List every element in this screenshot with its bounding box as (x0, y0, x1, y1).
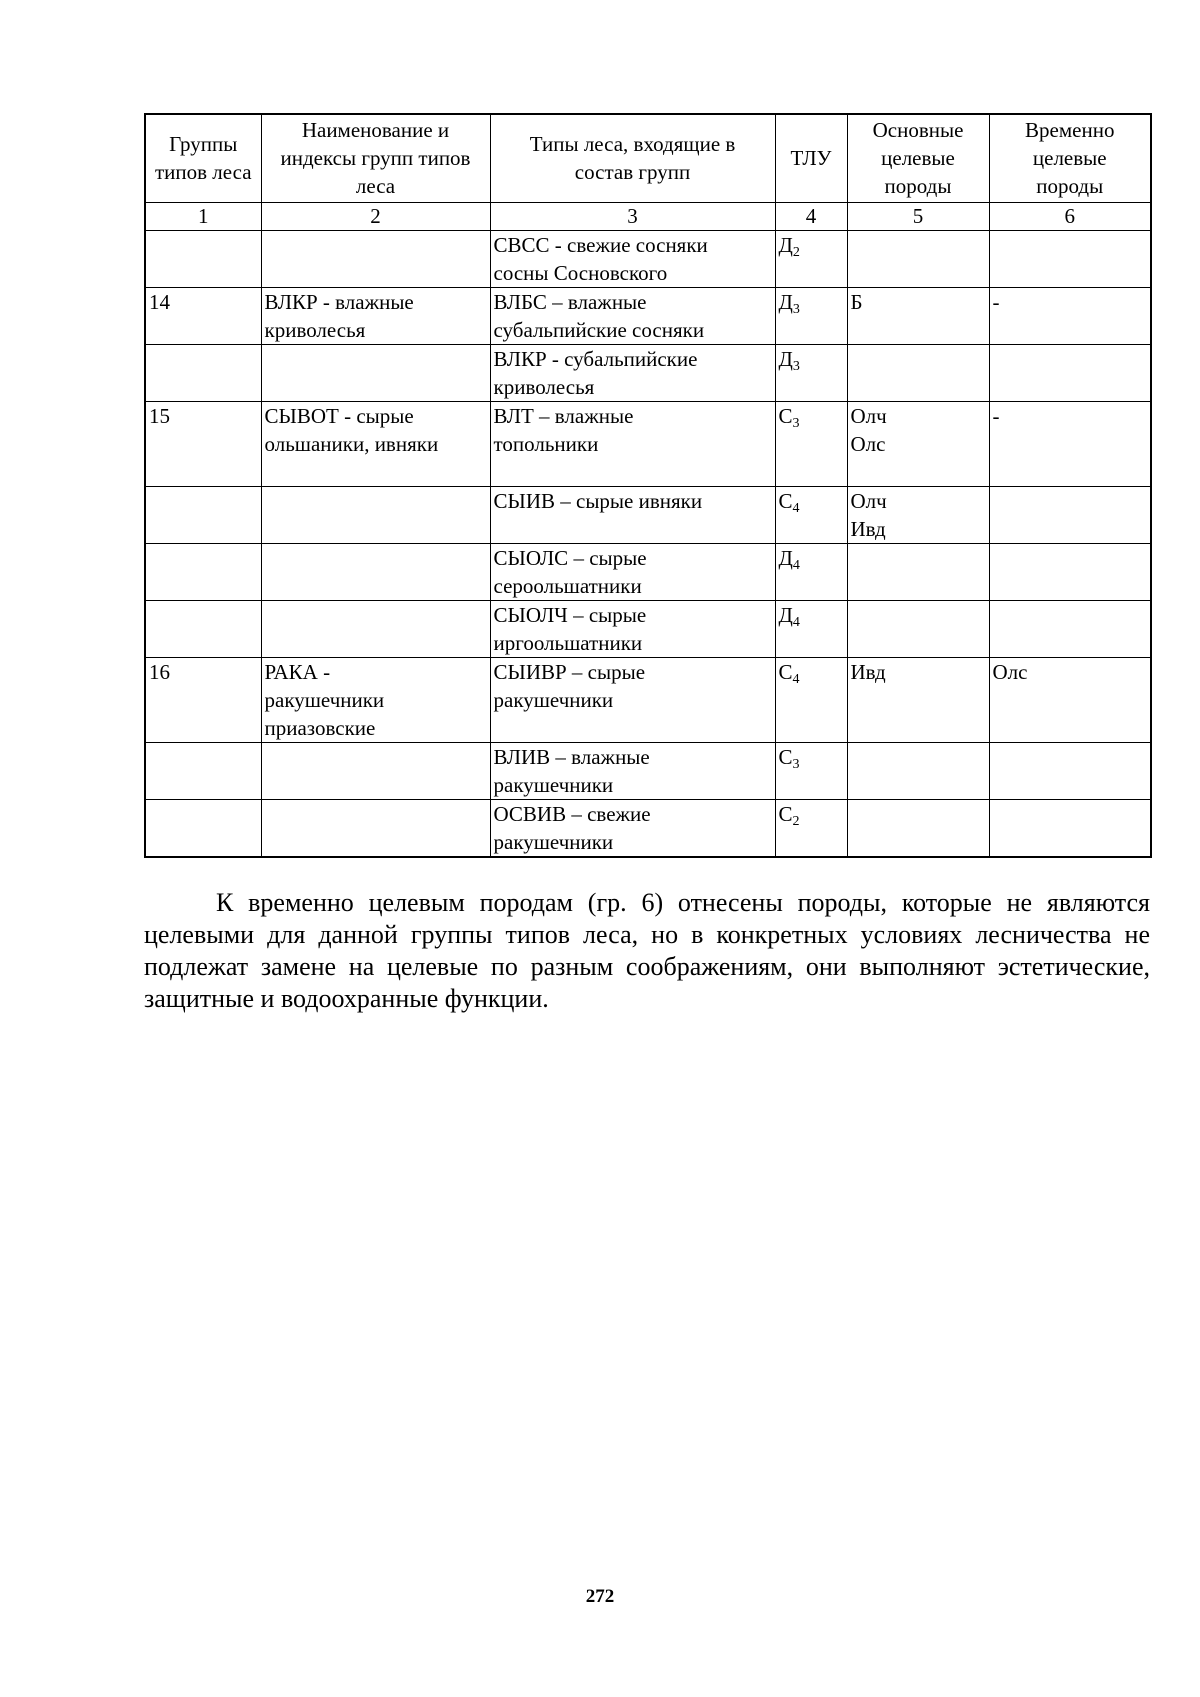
header-line: типов леса (154, 160, 252, 185)
group-name-cell (261, 401, 490, 486)
column-number: 6 (989, 202, 1151, 230)
temporary-species-cell (989, 344, 1151, 401)
main-species-cell-line: Ивд (850, 659, 886, 684)
table-row (145, 401, 1151, 486)
group-name-cell-line: криволесья (264, 317, 366, 342)
header-line: состав групп (574, 160, 691, 185)
page-number: 272 (585, 1586, 615, 1607)
group-number-cell: 16 (145, 657, 261, 742)
tlu-letter: С (778, 488, 793, 513)
tlu-subscript: 3 (792, 415, 800, 431)
header-line: Наименование и (301, 118, 450, 143)
temporary-species-cell (989, 600, 1151, 657)
main-species-cell-line: Олч (850, 403, 887, 428)
temporary-species-cell (989, 799, 1151, 857)
group-number-cell (145, 344, 261, 401)
tlu-letter: С (778, 801, 793, 826)
forest-types-cell (490, 486, 775, 543)
temporary-species-cell (989, 486, 1151, 543)
tlu-subscript: 4 (792, 614, 800, 630)
tlu-subscript: 4 (792, 557, 800, 573)
table-body (145, 230, 1151, 857)
tlu-cell (775, 742, 847, 799)
forest-types-cell (490, 401, 775, 486)
table-row (145, 344, 1151, 401)
header-line: Типы леса, входящие в (529, 132, 736, 157)
column-number-row (145, 202, 1151, 230)
temporary-species-cell-line: Олс (992, 659, 1028, 684)
temporary-species-cell (989, 401, 1151, 486)
group-name-cell-line: ВЛКР - влажные (264, 289, 414, 314)
forest-types-cell-line: ВЛБС – влажные (493, 289, 647, 314)
tlu-letter: Д (778, 232, 793, 257)
main-species-cell (847, 486, 989, 543)
tlu-cell (775, 486, 847, 543)
table-row (145, 230, 1151, 287)
tlu-subscript: 3 (792, 756, 800, 772)
tlu-letter: С (778, 744, 793, 769)
forest-types-cell (490, 742, 775, 799)
forest-types-cell-line: субальпийские сосняки (493, 317, 705, 342)
table-row (145, 543, 1151, 600)
table-header-row (145, 114, 1151, 202)
column-number: 1 (145, 202, 261, 230)
group-number-cell (145, 799, 261, 857)
tlu-cell (775, 657, 847, 742)
forest-types-cell (490, 799, 775, 857)
main-species-cell (847, 657, 989, 742)
forest-types-cell-line: сероольшатники (493, 573, 642, 598)
forest-types-cell-line: ОСВИВ – свежие (493, 801, 651, 826)
header-line: леса (355, 174, 396, 199)
column-number: 2 (261, 202, 490, 230)
forest-types-cell (490, 230, 775, 287)
tlu-subscript: 4 (792, 500, 800, 516)
forest-types-cell-line: СВСС - свежие сосняки (493, 232, 708, 257)
forest-types-cell-line: ракушечники (493, 687, 614, 712)
column-number: 4 (775, 202, 847, 230)
group-number-cell (145, 742, 261, 799)
tlu-cell (775, 287, 847, 344)
group-number-cell: 15 (145, 401, 261, 486)
tlu-subscript: 3 (792, 358, 800, 374)
tlu-letter: Д (778, 289, 793, 314)
header-cell (989, 114, 1151, 202)
main-species-cell-line: Б (850, 289, 863, 314)
main-species-cell (847, 401, 989, 486)
group-name-cell-line: РАКА - (264, 659, 331, 684)
header-line: Группы (169, 132, 238, 157)
group-name-cell (261, 486, 490, 543)
group-name-cell-line: ракушечники (264, 687, 385, 712)
tlu-letter: Д (778, 602, 793, 627)
temporary-species-cell (989, 543, 1151, 600)
group-name-cell-line: приазовские (264, 715, 376, 740)
tlu-letter: Д (778, 346, 793, 371)
temporary-species-cell-line: - (992, 289, 1000, 314)
group-name-cell (261, 287, 490, 344)
table-row (145, 799, 1151, 857)
group-number-cell (145, 600, 261, 657)
tlu-cell (775, 401, 847, 486)
main-species-cell (847, 543, 989, 600)
forest-types-cell-line: ракушечники (493, 772, 614, 797)
main-species-cell-line: Олч (850, 488, 887, 513)
forest-types-cell-line: топольники (493, 431, 599, 456)
header-line: целевые (881, 146, 955, 171)
temporary-species-cell (989, 287, 1151, 344)
group-name-cell-line: СЫВОТ - сырые (264, 403, 414, 428)
forest-types-cell (490, 344, 775, 401)
header-cell (261, 114, 490, 202)
main-species-cell (847, 287, 989, 344)
table-row (145, 742, 1151, 799)
column-number: 3 (490, 202, 775, 230)
group-number-cell: 14 (145, 287, 261, 344)
group-name-cell (261, 543, 490, 600)
tlu-cell (775, 344, 847, 401)
header-cell (490, 114, 775, 202)
tlu-subscript: 2 (792, 244, 800, 260)
group-name-cell (261, 799, 490, 857)
group-number-cell (145, 543, 261, 600)
tlu-cell (775, 600, 847, 657)
header-cell (145, 114, 261, 202)
tlu-cell (775, 543, 847, 600)
forest-types-cell-line: СЫИВ – сырые ивняки (493, 488, 703, 513)
forest-types-cell (490, 543, 775, 600)
temporary-species-cell (989, 742, 1151, 799)
forest-types-cell (490, 657, 775, 742)
group-number-cell (145, 230, 261, 287)
header-line: целевые (1032, 146, 1107, 171)
forest-types-cell-line: СЫОЛС – сырые (493, 545, 647, 570)
forest-types-cell-line: ВЛИВ – влажные (493, 744, 650, 769)
group-name-cell (261, 600, 490, 657)
temporary-species-cell (989, 657, 1151, 742)
forest-types-table (144, 113, 1152, 858)
forest-types-cell-line: иргоольшатники (493, 630, 643, 655)
forest-types-cell-line: ВЛТ – влажные (493, 403, 634, 428)
main-species-cell (847, 742, 989, 799)
forest-types-cell-line: СЫОЛЧ – сырые (493, 602, 647, 627)
main-species-cell-line: Олс (850, 431, 886, 456)
forest-types-cell-line: СЫИВР – сырые (493, 659, 646, 684)
table-row (145, 486, 1151, 543)
group-name-cell (261, 344, 490, 401)
group-name-cell (261, 230, 490, 287)
tlu-cell (775, 799, 847, 857)
header-line: породы (1036, 174, 1104, 199)
main-species-cell (847, 230, 989, 287)
group-name-cell-line: ольшаники, ивняки (264, 431, 439, 456)
main-species-cell (847, 600, 989, 657)
header-line: Основные (872, 118, 964, 143)
forest-types-cell (490, 287, 775, 344)
forest-types-cell-line: ракушечники (493, 829, 614, 854)
header-line: индексы групп типов (280, 146, 471, 171)
main-species-cell (847, 799, 989, 857)
tlu-cell (775, 230, 847, 287)
tlu-subscript: 2 (792, 813, 800, 829)
body-paragraph: К временно целевым породам (гр. 6) отнесены породы, которые не являются целевыми для данной группы типов леса, но в конкретных условиях лесничества не подлежат замене на целевые по разным соображениям, они выполняют эстетические, защитные и водоохранные функции. (144, 888, 1150, 1013)
forest-types-cell-line: ВЛКР - субальпийские (493, 346, 698, 371)
tlu-letter: С (778, 403, 793, 428)
column-number: 5 (847, 202, 989, 230)
tlu-subscript: 3 (792, 301, 800, 317)
temporary-species-cell-line: - (992, 403, 1000, 428)
forest-types-cell (490, 600, 775, 657)
group-name-cell (261, 657, 490, 742)
temporary-species-cell (989, 230, 1151, 287)
tlu-letter: Д (778, 545, 793, 570)
tlu-letter: С (778, 659, 793, 684)
table-row (145, 657, 1151, 742)
header-cell (847, 114, 989, 202)
forest-types-cell-line: криволесья (493, 374, 595, 399)
header-cell (775, 114, 847, 202)
header-line: ТЛУ (790, 146, 832, 171)
header-line: породы (884, 174, 952, 199)
group-name-cell (261, 742, 490, 799)
main-species-cell (847, 344, 989, 401)
table-row (145, 287, 1151, 344)
group-number-cell (145, 486, 261, 543)
forest-types-cell-line: сосны Сосновского (493, 260, 668, 285)
table-row (145, 600, 1151, 657)
tlu-subscript: 4 (792, 671, 800, 687)
header-line: Временно (1025, 118, 1115, 143)
main-species-cell-line: Ивд (850, 516, 886, 541)
